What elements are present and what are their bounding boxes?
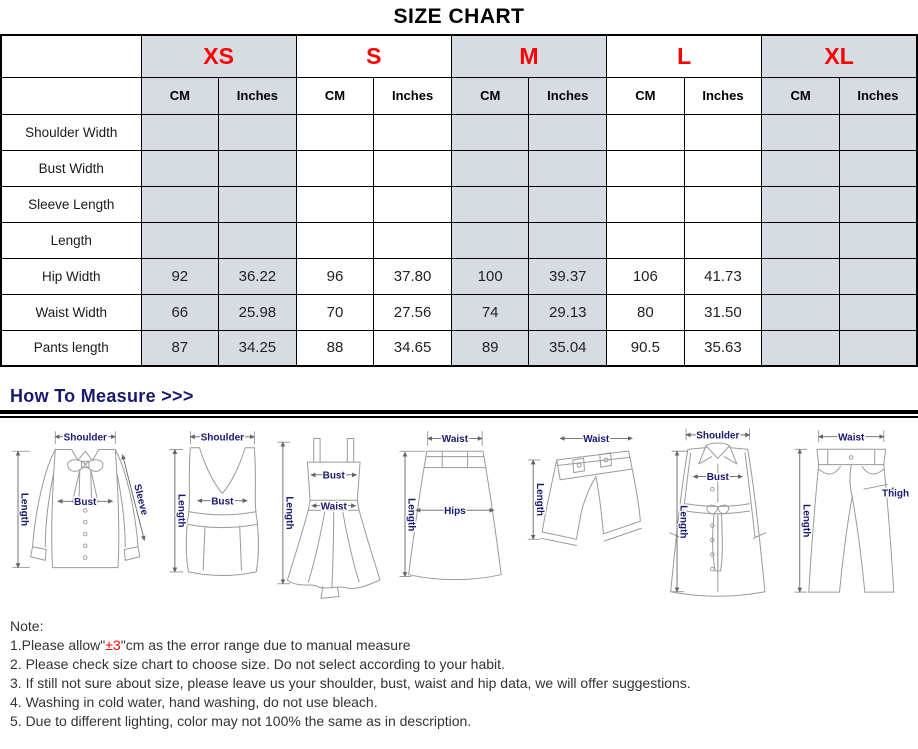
note-line-1: [10, 636, 908, 655]
value-cell: [607, 150, 685, 186]
value-cell: [374, 150, 452, 186]
value-cell: [529, 222, 607, 258]
value-cell: [296, 222, 374, 258]
blouse-figure: [8, 424, 158, 601]
blouse-sleeve-label: Sleeve: [131, 483, 150, 517]
tank-top-figure: [163, 424, 268, 602]
table-row: [1, 114, 917, 150]
shorts-waist-label: Waist: [583, 434, 610, 445]
row-label: Hip Width: [1, 258, 141, 294]
size-table-body: [1, 114, 917, 366]
value-cell: 70: [296, 294, 374, 330]
unit-header-row: [1, 77, 917, 114]
coat-shoulder-label: Shoulder: [695, 430, 739, 442]
tank-top-drawing: [186, 448, 258, 576]
value-cell: 25.98: [219, 294, 297, 330]
value-cell: [141, 150, 219, 186]
row-label: Shoulder Width: [1, 114, 141, 150]
value-cell: 89: [451, 330, 529, 366]
value-cell: [762, 258, 840, 294]
value-cell: [219, 150, 297, 186]
row-label: Length: [1, 222, 141, 258]
value-cell: [141, 222, 219, 258]
pants-figure: [788, 424, 910, 605]
value-cell: 29.13: [529, 294, 607, 330]
value-cell: [684, 222, 762, 258]
skirt-waist-label: Waist: [441, 434, 468, 446]
value-cell: [451, 186, 529, 222]
pants-length-label: Length: [800, 504, 812, 538]
row-label: Sleeve Length: [1, 186, 141, 222]
value-cell: [762, 150, 840, 186]
value-cell: [762, 222, 840, 258]
size-col-header-xl: XL: [762, 35, 917, 77]
divider-rule: [0, 410, 918, 418]
unit-header-inches: Inches: [219, 77, 297, 114]
corner-cell: [1, 35, 141, 77]
coat-figure: [648, 424, 784, 605]
value-cell: [839, 114, 917, 150]
value-cell: [529, 150, 607, 186]
value-cell: [451, 150, 529, 186]
value-cell: 31.50: [684, 294, 762, 330]
value-cell: 80: [607, 294, 685, 330]
coat-bust-label: Bust: [706, 472, 729, 484]
blouse-bust-label: Bust: [74, 496, 97, 508]
value-cell: 34.25: [219, 330, 297, 366]
value-cell: 92: [141, 258, 219, 294]
dress-figure: [272, 424, 390, 601]
corner-cell: [1, 77, 141, 114]
table-row: [1, 258, 917, 294]
pants-thigh-label: Thigh: [882, 488, 910, 500]
value-cell: [839, 186, 917, 222]
tank-shoulder-label: Shoulder: [200, 432, 244, 444]
unit-header-inches: Inches: [529, 77, 607, 114]
row-label: Waist Width: [1, 294, 141, 330]
value-cell: 88: [296, 330, 374, 366]
blouse-length-label: Length: [18, 492, 30, 527]
value-cell: 106: [607, 258, 685, 294]
value-cell: [839, 150, 917, 186]
value-cell: 35.63: [684, 330, 762, 366]
dress-drawing: [287, 439, 380, 599]
shorts-figure: [517, 424, 643, 600]
value-cell: [839, 294, 917, 330]
value-cell: [607, 186, 685, 222]
how-to-measure-heading: How To Measure >>>: [10, 386, 194, 406]
value-cell: [684, 150, 762, 186]
value-cell: 41.73: [684, 258, 762, 294]
unit-header-inches: Inches: [374, 77, 452, 114]
notes-section: [0, 605, 918, 731]
page-title: SIZE CHART: [393, 5, 525, 28]
value-cell: 66: [141, 294, 219, 330]
value-cell: 96: [296, 258, 374, 294]
note-1-suffix: "cm as the error range due to manual measure: [120, 637, 411, 654]
unit-header-cm: CM: [296, 77, 374, 114]
value-cell: [529, 186, 607, 222]
value-cell: [684, 186, 762, 222]
value-cell: [684, 114, 762, 150]
unit-header-cm: CM: [762, 77, 840, 114]
value-cell: [219, 186, 297, 222]
value-cell: [219, 222, 297, 258]
coat-length-label: Length: [677, 505, 689, 539]
note-1-tolerance: ±3: [105, 637, 121, 654]
value-cell: [607, 114, 685, 150]
blouse-shoulder-label: Shoulder: [63, 432, 107, 444]
shorts-length-label: Length: [533, 483, 545, 517]
value-cell: 36.22: [219, 258, 297, 294]
pants-waist-label: Waist: [838, 432, 865, 444]
size-col-header-m: M: [451, 35, 606, 77]
unit-header-cm: CM: [607, 77, 685, 114]
size-col-header-xs: XS: [141, 35, 296, 77]
value-cell: 39.37: [529, 258, 607, 294]
value-cell: [762, 294, 840, 330]
row-label: Bust Width: [1, 150, 141, 186]
row-label: Pants length: [1, 330, 141, 366]
pants-drawing: [809, 449, 894, 592]
dress-length-label: Length: [283, 496, 295, 530]
blouse-drawing: [31, 449, 140, 567]
note-line-2: 2. Please check size chart to choose size. Do not select according to your habit.: [10, 656, 505, 673]
value-cell: [374, 186, 452, 222]
skirt-hips-label: Hips: [443, 505, 466, 517]
value-cell: [839, 222, 917, 258]
table-row: [1, 294, 917, 330]
unit-header-cm: CM: [451, 77, 529, 114]
value-cell: [374, 114, 452, 150]
size-chart-table: [0, 34, 918, 367]
unit-header-inches: Inches: [684, 77, 762, 114]
table-row: [1, 186, 917, 222]
value-cell: [762, 330, 840, 366]
note-1-prefix: 1.Please allow": [10, 637, 106, 654]
value-cell: 27.56: [374, 294, 452, 330]
value-cell: 87: [141, 330, 219, 366]
value-cell: [529, 114, 607, 150]
value-cell: [374, 222, 452, 258]
unit-header-inches: Inches: [839, 77, 917, 114]
measure-figures: [0, 418, 918, 605]
value-cell: 34.65: [374, 330, 452, 366]
value-cell: 37.80: [374, 258, 452, 294]
dress-waist-label: Waist: [320, 501, 347, 513]
value-cell: [141, 114, 219, 150]
size-header-row: [1, 35, 917, 77]
value-cell: [762, 114, 840, 150]
shorts-drawing: [541, 451, 641, 546]
note-line-3: 3. If still not sure about size, please leave us your shoulder, bust, waist and hip data, we will offer suggestions.: [10, 675, 691, 692]
value-cell: 90.5: [607, 330, 685, 366]
table-row: [1, 330, 917, 366]
size-col-header-s: S: [296, 35, 451, 77]
value-cell: [839, 258, 917, 294]
value-cell: [451, 222, 529, 258]
value-cell: [219, 114, 297, 150]
dress-bust-label: Bust: [322, 470, 345, 482]
tank-bust-label: Bust: [210, 496, 233, 508]
notes-heading: Note:: [10, 618, 44, 635]
value-cell: [296, 186, 374, 222]
tank-length-label: Length: [175, 494, 187, 528]
value-cell: [296, 150, 374, 186]
skirt-length-label: Length: [405, 498, 417, 532]
value-cell: [607, 222, 685, 258]
note-line-5: 5. Due to different lighting, color may not 100% the same as in description.: [10, 713, 472, 730]
value-cell: 35.04: [529, 330, 607, 366]
value-cell: 100: [451, 258, 529, 294]
unit-header-cm: CM: [141, 77, 219, 114]
value-cell: [839, 330, 917, 366]
value-cell: [762, 186, 840, 222]
value-cell: [141, 186, 219, 222]
size-col-header-l: L: [607, 35, 762, 77]
value-cell: 74: [451, 294, 529, 330]
skirt-figure: [395, 424, 513, 601]
table-row: [1, 150, 917, 186]
table-row: [1, 222, 917, 258]
note-line-4: 4. Washing in cold water, hand washing, do not use bleach.: [10, 694, 378, 711]
value-cell: [451, 114, 529, 150]
value-cell: [296, 114, 374, 150]
